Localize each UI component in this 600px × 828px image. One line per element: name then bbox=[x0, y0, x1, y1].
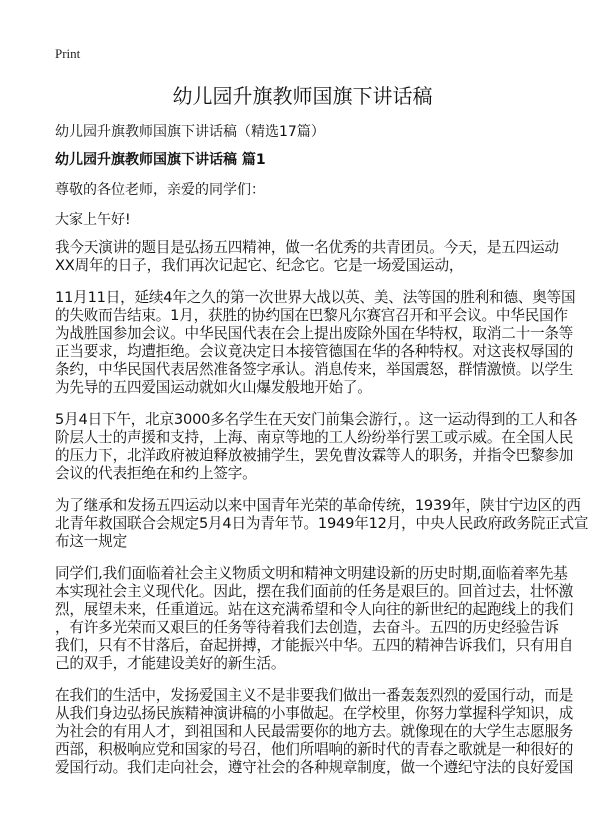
paragraph bbox=[55, 687, 574, 777]
paragraph-line: 烈，展望未来，任重道远。站在这充满希望和令人向往的新世纪的起跑线上的我们 bbox=[55, 601, 574, 618]
paragraph-line: 5月4日下午，北京3000多名学生在天安门前集会游行，。这一运动得到的工人和各 bbox=[55, 411, 578, 428]
paragraph-line: 的压力下，北洋政府被迫释放被捕学生，罢免曹汝霖等人的职务，并指令巴黎参加 bbox=[55, 447, 574, 464]
paragraph-line: 条约，中华民国代表居然准备签字承认。消息传来，举国震怒，群情激愤。以学生 bbox=[55, 361, 574, 378]
document-title: 幼儿园升旗教师国旗下讲话稿 bbox=[172, 84, 433, 108]
paragraph-line: 本实现社会主义现代化。因此，摆在我们面前的任务是艰巨的。回首过去，壮怀激 bbox=[55, 583, 574, 600]
paragraph-line: ，有许多光荣而又艰巨的任务等待着我们去创造，去奋斗。五四的历史经验告诉 bbox=[55, 619, 559, 636]
paragraph-line: 从我们身边弘扬民族精神演讲稿的小事做起。在学校里，你努力掌握科学知识，成 bbox=[55, 705, 574, 722]
paragraph-line: 布这一规定 bbox=[55, 533, 127, 550]
paragraph-line: 己的双手，才能建设美好的新生活。 bbox=[55, 655, 286, 672]
paragraph-line: 正当要求，均遭拒绝。会议竟决定日本接管德国在华的各种特权。对这丧权辱国的 bbox=[55, 343, 574, 360]
paragraph-line: 爱国行动。我们走向社会，遵守社会的各种规章制度，做一个遵纪守法的良好爱国 bbox=[55, 759, 574, 776]
document-body bbox=[55, 239, 589, 791]
hello-line: 大家上午好! bbox=[55, 212, 131, 228]
section-heading: 幼儿园升旗教师国旗下讲话稿 篇1 bbox=[55, 152, 266, 168]
paragraph-line: 的失败而告结束。1月，获胜的协约国在巴黎凡尔赛宫召开和平会议。中华民国作 bbox=[55, 307, 568, 324]
paragraph-line: 北青年救国联合会规定5月4日为青年节。1949年12月，中央人民政府政务院正式宣 bbox=[55, 515, 589, 532]
paragraph-line: 11月11日，延续4年之久的第一次世界大战以英、美、法等国的胜利和德、奥等国 bbox=[55, 289, 576, 306]
paragraph-line: 在我们的生活中，发扬爱国主义不是非要我们做出一番轰轰烈烈的爱国行动，而是 bbox=[55, 687, 574, 704]
document-subtitle: 幼儿园升旗教师国旗下讲话稿（精选17篇） bbox=[55, 124, 325, 140]
paragraph-line: 为社会的有用人才，到祖国和人民最需要你的地方去。就像现在的大学生志愿服务 bbox=[55, 723, 574, 740]
paragraph-line: 我今天演讲的题目是弘扬五四精神，做一名优秀的共青团员。今天，是五四运动 bbox=[55, 239, 559, 256]
paragraph-line: 西部，积极响应党和国家的号召，他们所唱响的新时代的青春之歌就是一种很好的 bbox=[55, 741, 574, 758]
paragraph bbox=[55, 289, 576, 397]
paragraph bbox=[55, 565, 574, 673]
print-link[interactable]: Print bbox=[55, 46, 81, 61]
greeting: 尊敬的各位老师，亲爱的同学们： bbox=[55, 182, 265, 198]
paragraph-line: 阶层人士的声援和支持，上海、南京等地的工人纷纷举行罢工或示威。在全国人民 bbox=[55, 429, 574, 446]
paragraph-line: 我们，只有不甘落后，奋起拼搏，才能振兴中华。五四的精神告诉我们，只有用自 bbox=[55, 637, 574, 654]
paragraph-line: 会议的代表拒绝在和约上签字。 bbox=[55, 465, 257, 482]
paragraph bbox=[55, 239, 559, 275]
paragraph-line: 为先导的五四爱国运动就如火山爆发般地开始了。 bbox=[55, 379, 372, 396]
paragraph bbox=[55, 411, 578, 483]
paragraph-line: 为战胜国参加会议。中华民国代表在会上提出废除外国在华特权，取消二十一条等 bbox=[55, 325, 574, 342]
paragraph bbox=[55, 497, 589, 551]
paragraph-line: 同学们,我们面临着社会主义物质文明和精神文明建设新的历史时期,面临着率先基 bbox=[55, 565, 568, 582]
paragraph-line: 为了继承和发扬五四运动以来中国青年光荣的革命传统，1939年，陕甘宁边区的西 bbox=[55, 497, 581, 514]
paragraph-line: XX周年的日子，我们再次记起它、纪念它。它是一场爱国运动， bbox=[55, 257, 464, 274]
